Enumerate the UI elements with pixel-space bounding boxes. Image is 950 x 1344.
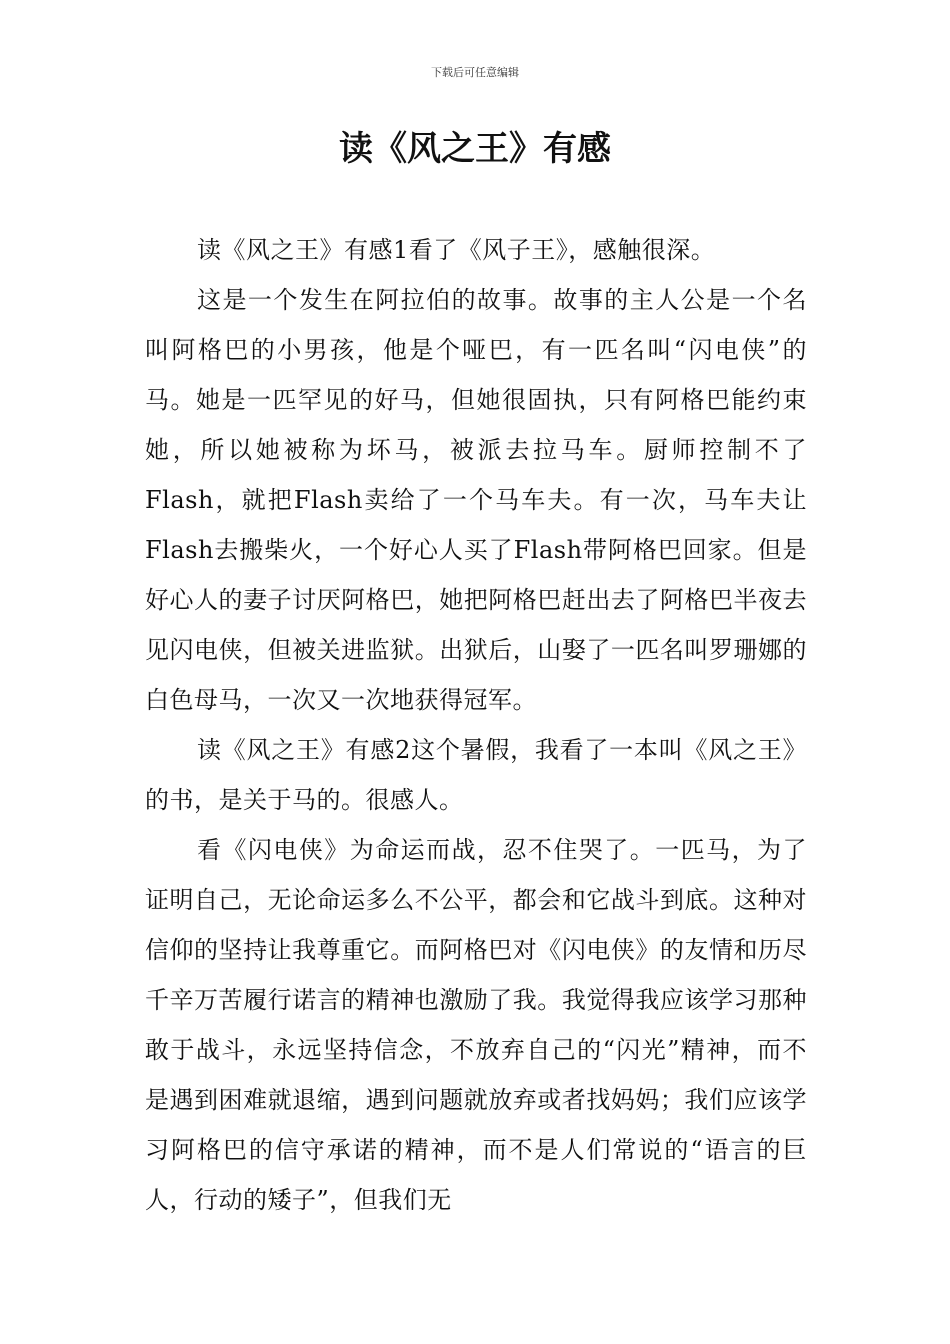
paragraph: 读《风之王》有感1看了《风子王》，感触很深。 <box>197 236 716 264</box>
document-body <box>145 225 807 1225</box>
paragraph: 看《闪电侠》为命运而战，忍不住哭了。一匹马，为了证明自己，无论命运多么不公平，都会和它战斗到底。这种对信仰的坚持让我尊重它。而阿格巴对《闪电侠》的友情和历尽千辛万苦履行诺言的精神也激励了我。我觉得我应该学习那种敢于战斗，永远坚持信念，不放弃自己的“闪光”精神，而不是遇到困难就退缩，遇到问题就放弃或者找妈妈；我们应该学习阿格巴的信守承诺的精神，而不是人们常说的“语言的巨人，行动的矮子”，但我们无 <box>145 836 807 1214</box>
header-note: 下载后可任意编辑 <box>431 66 519 79</box>
paragraph: 读《风之王》有感2这个暑假，我看了一本叫《风之王》的书，是关于马的。很感人。 <box>145 736 807 814</box>
document-title: 读《风之王》有感 <box>339 129 611 169</box>
paragraph: 这是一个发生在阿拉伯的故事。故事的主人公是一个名叫阿格巴的小男孩，他是个哑巴，有一匹名叫“闪电侠”的马。她是一匹罕见的好马，但她很固执，只有阿格巴能约束她，所以她被称为坏马，被派去拉马车。厨师控制不了Flash，就把Flash卖给了一个马车夫。有一次，马车夫让Flash去搬柴火，一个好心人买了Flash带阿格巴回家。但是好心人的妻子讨厌阿格巴，她把阿格巴赶出去了阿格巴半夜去见闪电侠，但被关进监狱。出狱后，山娶了一匹名叫罗珊娜的白色母马，一次又一次地获得冠军。 <box>145 286 807 714</box>
